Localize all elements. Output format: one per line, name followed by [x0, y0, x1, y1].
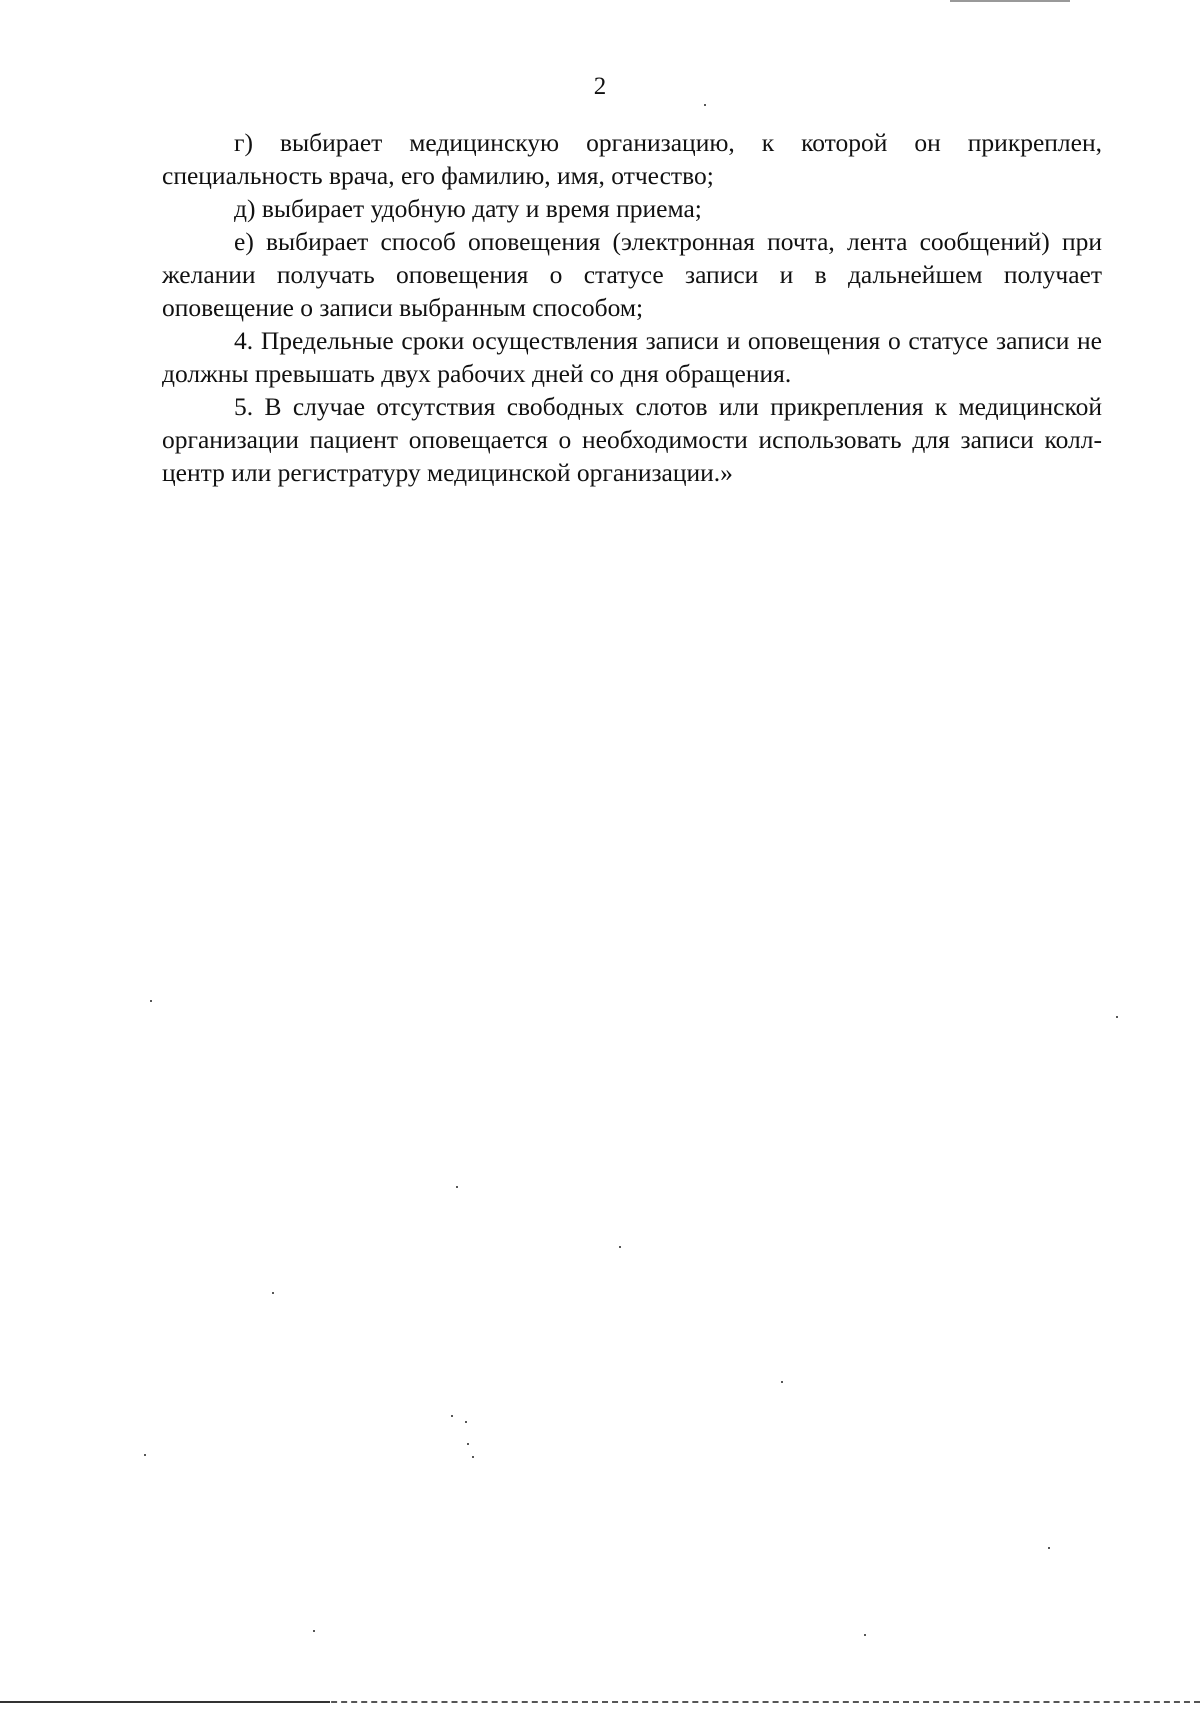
- paragraph-e: е) выбирает способ оповещения (электронная почта, лента сообщений) при желании получать оповещения о статусе записи и в дальнейшем получает оповещение о записи выбранным способом;: [162, 227, 1102, 322]
- paragraph-d: д) выбирает удобную дату и время приема;: [234, 194, 702, 223]
- page-number: 2: [593, 73, 607, 100]
- scan-speck: [619, 1246, 621, 1248]
- scan-speck: [467, 1443, 469, 1445]
- scan-speck: [150, 1000, 152, 1002]
- document-body: [162, 126, 1102, 489]
- scan-speck: [272, 1292, 274, 1294]
- scan-speck: [864, 1634, 866, 1636]
- scan-speck: [456, 1186, 458, 1188]
- scan-edge-mark: [950, 0, 1070, 2]
- scan-speck: [1116, 1016, 1118, 1018]
- paragraph-4: 4. Предельные сроки осуществления записи и оповещения о статусе записи не должны превышать двух рабочих дней со дня обращения.: [162, 326, 1102, 388]
- paragraph-5: 5. В случае отсутствия свободных слотов или прикрепления к медицинской организации пациент оповещается о необходимости использовать для записи колл-центр или регистратуру медицинской организации.»: [162, 392, 1102, 487]
- scan-speck: [704, 104, 706, 106]
- scan-speck: [144, 1454, 146, 1456]
- scan-bottom-edge-solid: [0, 1701, 330, 1703]
- scan-speck: [781, 1381, 783, 1383]
- scan-speck: [313, 1630, 315, 1632]
- scan-speck: [1048, 1547, 1050, 1549]
- scan-speck: [465, 1421, 467, 1423]
- scan-speck: [451, 1415, 453, 1417]
- paragraph-g: г) выбирает медицинскую организацию, к которой он прикреплен, специальность врача, его фамилию, имя, отчество;: [162, 128, 1102, 190]
- scan-speck: [472, 1456, 474, 1458]
